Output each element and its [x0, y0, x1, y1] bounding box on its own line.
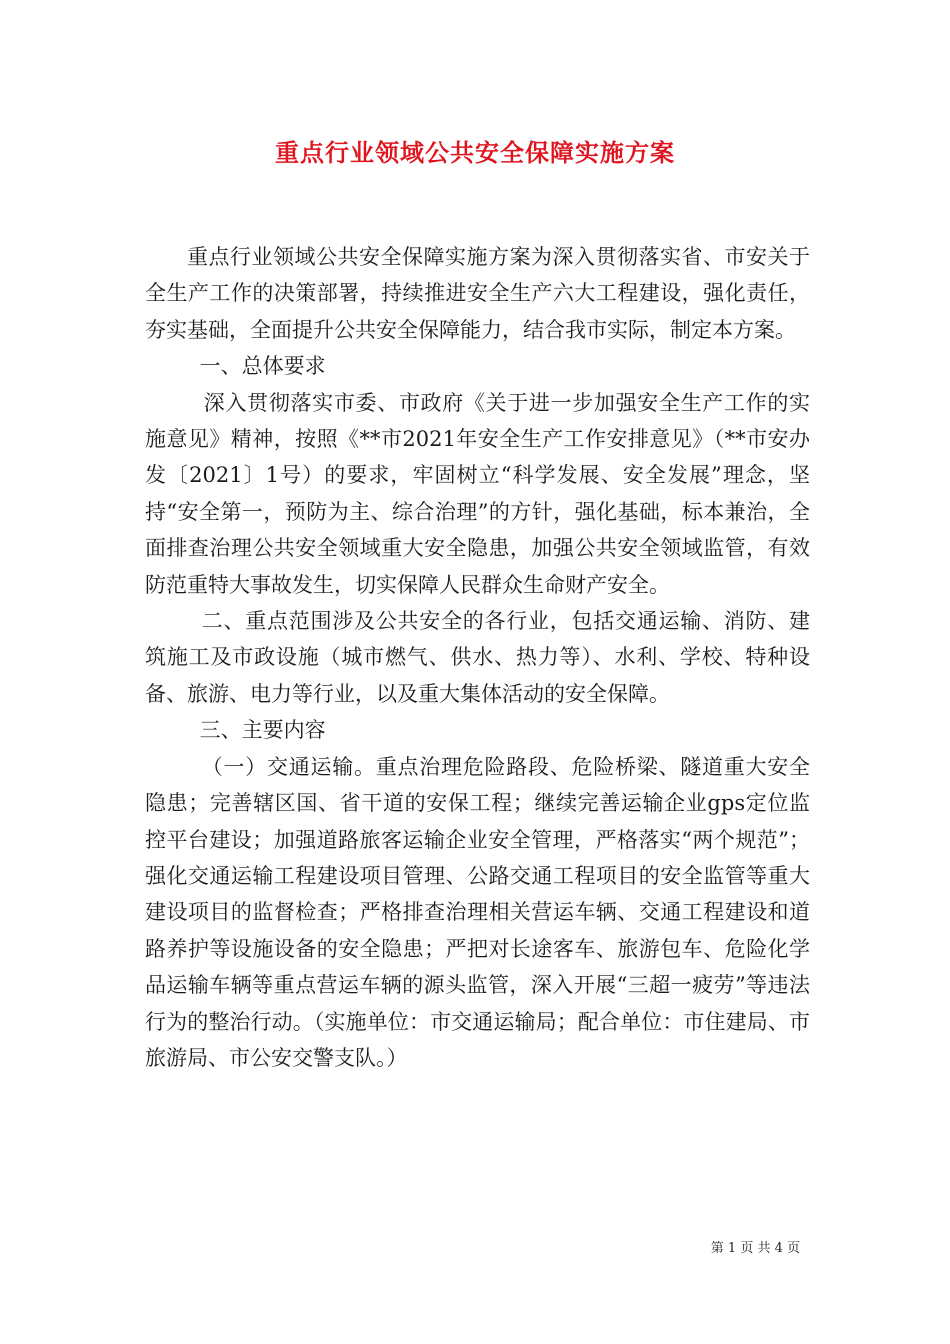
transport-paragraph: （一）交通运输。重点治理危险路段、危险桥梁、隧道重大安全隐患；完善辖区国、省干道的安保工程；继续完善运输企业gps定位监控平台建设；加强道路旅客运输企业安全管理，严格落实“两个规范”；强化交通运输工程建设项目管理、公路交通工程项目的安全监管等重大建设项目的监督检查；严格排查治理相关营运车辆、交通工程建设和道路养护等设施设备的安全隐患；严把对长途客车、旅游包车、危险化学品运输车辆等重点营运车辆的源头监管，深入开展“三超一疲劳”等违法行为的整治行动。（实施单位：市交通运输局；配合单位：市住建局、市旅游局、市公安交警支队。）	[145, 754, 810, 1070]
intro-paragraph: 重点行业领域公共安全保障实施方案为深入贯彻落实省、市安关于全生产工作的决策部署，持续推进安全生产六大工程建设，强化责任，夯实基础，全面提升公共安全保障能力，结合我市实际，制定本方案。	[145, 245, 810, 342]
general-requirements-paragraph: 深入贯彻落实市委、市政府《关于进一步加强安全生产工作的实施意见》精神，按照《**市2021年安全生产工作安排意见》（**市安办发〔2021〕1号）的要求，牢固树立“科学发展、安全发展”理念，坚持“安全第一，预防为主、综合治理”的方针，强化基础，标本兼治，全面排查治理公共安全领域重大安全隐患，加强公共安全领域监管，有效防范重特大事故发生，切实保障人民群众生命财产安全。	[145, 390, 810, 597]
section-heading-content: 三、主要内容	[199, 718, 326, 743]
page-number: 第 1 页 共 4 页	[710, 1241, 800, 1256]
document-body	[145, 239, 810, 1076]
section-heading-general: 一、总体要求	[199, 354, 326, 379]
document-title: 重点行业领域公共安全保障实施方案	[275, 139, 675, 167]
scope-paragraph: 二、重点范围涉及公共安全的各行业，包括交通运输、消防、建筑施工及市政设施（城市燃气、供水、热力等）、水利、学校、特种设备、旅游、电力等行业，以及重大集体活动的安全保障。	[145, 609, 810, 706]
